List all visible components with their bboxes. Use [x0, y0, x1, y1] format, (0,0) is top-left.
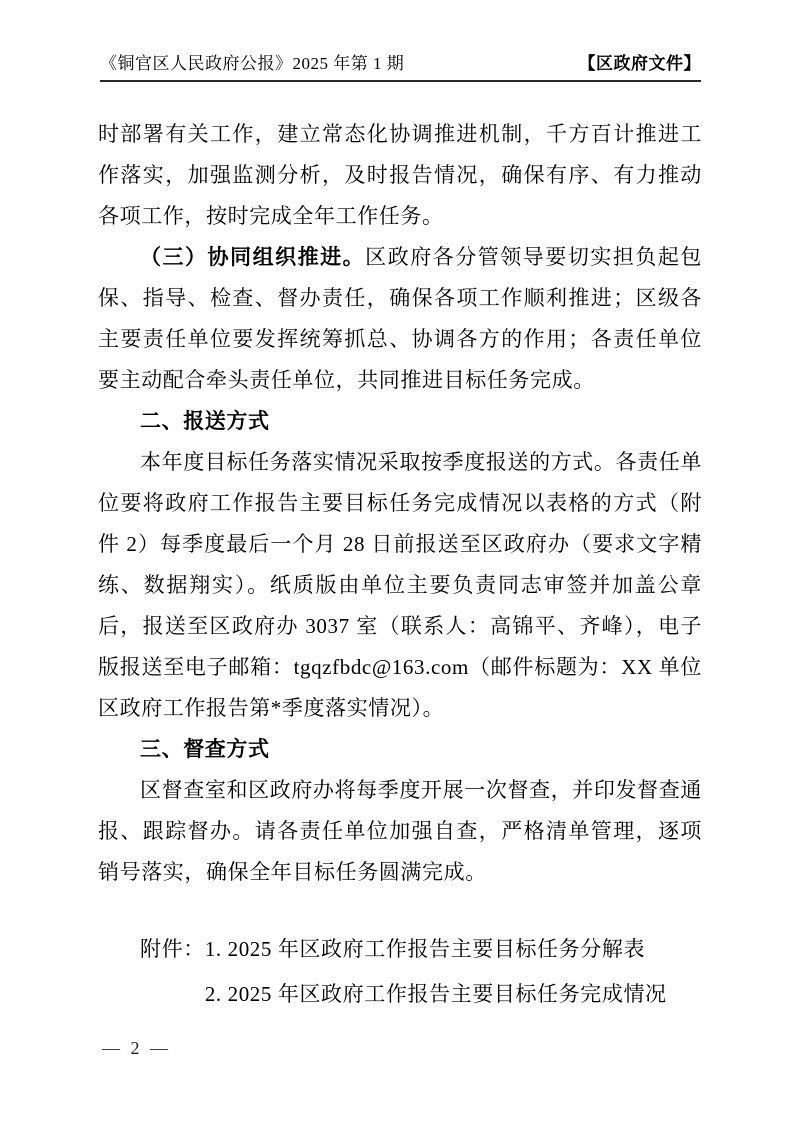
section-heading-reporting: 二、报送方式: [140, 410, 270, 433]
attachment-item-2: 2. 2025 年区政府工作报告主要目标任务完成情况: [204, 982, 667, 1006]
paragraph-supervision-method: 区督查室和区政府办将每季度开展一次督查，并印发督查通报、跟踪督办。请各责任单位加强自查，严格清单管理，逐项销号落实，确保全年目标任务圆满完成。: [98, 778, 702, 884]
paragraph-item-three: [98, 237, 702, 401]
document-body: [98, 114, 702, 1017]
page-footer: [102, 1038, 171, 1059]
header-document-category: 【区政府文件】: [578, 54, 701, 73]
attachment-items: [205, 927, 702, 1017]
page-number: — 2 —: [102, 1038, 171, 1058]
paragraph-item-three-lead: （三）协同组织推进。: [140, 246, 366, 269]
header-publication-title: 《铜官区人民政府公报》2025 年第 1 期: [100, 54, 405, 73]
paragraph-reporting-method: 本年度目标任务落实情况采取按季度报送的方式。各责任单位要将政府工作报告主要目标任务完成情况以表格的方式（附件 2）每季度最后一个月 28 日前报送至区政府办（要求文字精练、数据翔实）。纸质版由单位主要负责同志审签并加盖公章后，报送至区政府办 3037 室（联系人：高锦平、齐峰），电子版报送至电子邮箱：tgqzfbdc@163.com（邮件标题为：XX 单位区政府工作报告第*季度落实情况）。: [98, 450, 702, 720]
attachment-list: [98, 927, 702, 1017]
section-heading-supervision: 三、督查方式: [140, 738, 270, 761]
paragraph-item-three-text: 区政府各分管领导要切实担负起包保、指导、检查、督办责任，确保各项工作顺利推进；区级各主要责任单位要发挥统筹抓总、协调各方的作用；各责任单位要主动配合牵头责任单位，共同推进目标任务完成。: [98, 245, 703, 392]
paragraph-continuation: 时部署有关工作，建立常态化协调推进机制，千方百计推进工作落实，加强监测分析，及时报告情况，确保有序、有力推动各项工作，按时完成全年工作任务。: [98, 122, 702, 228]
attachment-label: 附件：: [140, 937, 205, 961]
page-header: [100, 52, 701, 76]
attachment-item-1: 1. 2025 年区政府工作报告主要目标任务分解表: [204, 937, 646, 961]
header-rule: [100, 80, 701, 82]
